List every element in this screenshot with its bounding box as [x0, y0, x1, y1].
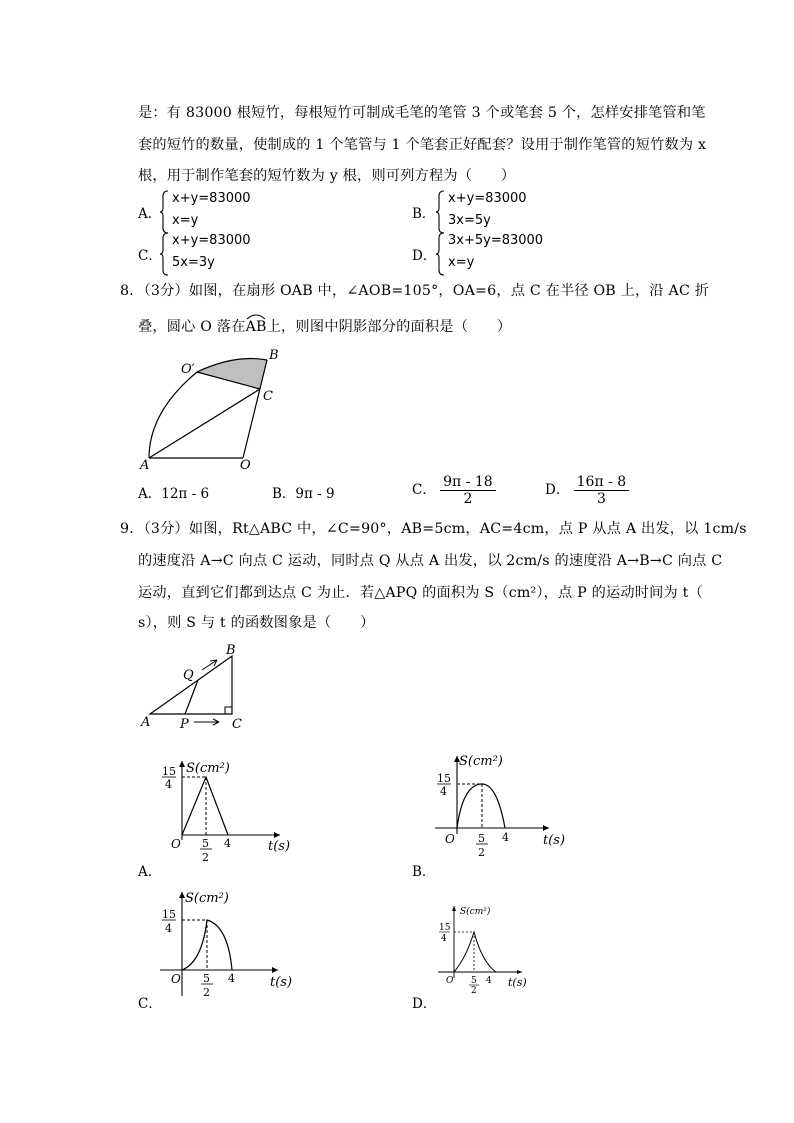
q8-option-d-num: 16π - 8	[574, 474, 630, 491]
q9-graph-b	[425, 748, 575, 858]
q7-option-b-eq1: x+y=83000	[448, 191, 527, 206]
q8-option-c	[412, 474, 496, 507]
q8-option-c-den: 2	[463, 491, 473, 507]
q9-graph-a-curve	[182, 777, 228, 835]
q9-label-q: Q	[183, 668, 194, 683]
q8-option-d-den: 3	[596, 491, 606, 507]
q7-option-a-eq1: x+y=83000	[172, 191, 251, 206]
q9-graph-b-curve	[457, 784, 505, 828]
q8-line2	[138, 316, 511, 336]
q9-triangle	[150, 656, 232, 714]
q7-option-a-label: A．	[138, 206, 162, 222]
q8-arc-ab	[246, 319, 267, 335]
svg-text:4: 4	[502, 831, 509, 844]
q8-arc-label: AB	[245, 319, 267, 335]
q8-option-a	[138, 482, 209, 502]
q8-option-d-label: D．	[545, 482, 570, 498]
q7-option-c-eq2: 5x=3y	[172, 255, 215, 270]
q9-right-angle-mark	[225, 707, 232, 714]
svg-text:15: 15	[439, 923, 451, 933]
q8-label-o: O	[240, 458, 251, 473]
q7-option-c-label: C．	[138, 248, 162, 264]
q8-shaded-region	[197, 359, 267, 390]
q8-option-b-label: B．	[272, 486, 296, 502]
q9-line3: 运动，直到它们都到达点 C 为止．若△APQ 的面积为 S（cm²），点 P 的运动时间为 t（	[138, 585, 703, 601]
q9-graph-d-label: D．	[412, 996, 437, 1012]
q8-line1: 8．（3分）如图，在扇形 OAB 中，∠AOB=105°，OA=6，点 C 在半径 OB 上，沿 AC 折	[120, 283, 710, 299]
q9-graph-a	[150, 755, 300, 864]
q9-label-p: P	[180, 717, 189, 732]
q9-label-a: A	[141, 715, 151, 730]
q8-label-c: C	[263, 389, 273, 404]
q8-option-c-fraction	[440, 474, 496, 507]
q7-option-a-eq2: x=y	[172, 213, 199, 228]
q7-line1: 是：有 83000 根短竹，每根短竹可制成毛笔的笔管 3 个或笔套 5 个，怎样安排笔管和笔	[138, 105, 706, 121]
svg-text:4: 4	[486, 976, 492, 986]
q9-label-b: B	[226, 643, 236, 658]
q8-option-c-num: 9π - 18	[440, 474, 496, 491]
q9-line4: s），则 S 与 t 的函数图象是（ ）	[138, 615, 375, 631]
q8-option-a-text: 12π - 6	[161, 486, 210, 502]
q8-line2-pre: 叠，圆心 O 落在	[138, 319, 246, 335]
q7-option-c-eq1: x+y=83000	[172, 233, 251, 248]
q8-label-b: B	[269, 348, 279, 363]
svg-text:2: 2	[202, 851, 209, 864]
svg-text:O: O	[445, 832, 455, 846]
svg-text:5: 5	[478, 832, 485, 845]
q8-option-a-label: A．	[138, 486, 162, 502]
svg-text:O: O	[171, 972, 181, 986]
svg-text:5: 5	[202, 837, 209, 850]
q9-line2: 的速度沿 A→C 向点 C 运动，同时点 Q 从点 A 出发，以 2cm/s 的速度沿 A→B→C 向点 C	[138, 553, 723, 569]
q9-graph-c	[150, 886, 300, 998]
q9-graph-a-label: A．	[138, 864, 162, 880]
q8-label-oprime: O′	[181, 362, 195, 377]
q9-line1: 9．（3分）如图，Rt△ABC 中，∠C=90°，AB=5cm，AC=4cm，点 P 从点 A 出发，以 1cm/s	[120, 521, 747, 537]
q9-triangle-figure	[140, 642, 255, 734]
q7-line3: 根，用于制作笔套的短竹数为 y 根，则可列方程为（ ）	[138, 168, 516, 184]
svg-text:5: 5	[471, 976, 477, 986]
q8-label-a: A	[140, 458, 150, 473]
q8-line-ac	[149, 389, 260, 458]
svg-text:S(cm²): S(cm²)	[459, 754, 503, 769]
q7-option-b-label: B．	[412, 206, 436, 222]
svg-text:2: 2	[203, 986, 210, 999]
q7-option-d-brace	[436, 232, 446, 276]
svg-text:2: 2	[471, 986, 477, 996]
svg-text:t(s): t(s)	[270, 975, 293, 990]
q7-option-b-eq2: 3x=5y	[448, 213, 491, 228]
svg-text:t(s): t(s)	[508, 976, 527, 989]
svg-text:2: 2	[478, 846, 485, 859]
q8-option-c-label: C．	[412, 482, 436, 498]
svg-text:S(cm²): S(cm²)	[185, 891, 229, 906]
svg-text:t(s): t(s)	[543, 833, 566, 848]
q8-line2-post: 上，则图中阴影部分的面积是（ ）	[266, 319, 512, 335]
q9-graph-d	[430, 900, 530, 996]
svg-text:O: O	[446, 976, 454, 986]
svg-text:15: 15	[162, 765, 176, 778]
q9-graph-b-label: B．	[412, 864, 436, 880]
svg-text:4: 4	[165, 922, 172, 935]
svg-text:4: 4	[441, 934, 447, 944]
q7-option-c-brace	[160, 232, 170, 276]
svg-text:S(cm²): S(cm²)	[186, 761, 230, 776]
svg-text:t(s): t(s)	[268, 839, 291, 854]
svg-text:15: 15	[437, 772, 451, 785]
q7-line2: 套的短竹的数量，使制成的 1 个笔管与 1 个笔套正好配套？设用于制作笔管的短竹数为 x	[138, 137, 707, 153]
svg-text:4: 4	[165, 778, 172, 791]
q8-sector-figure	[135, 342, 295, 472]
svg-text:4: 4	[440, 785, 447, 798]
svg-text:15: 15	[162, 908, 176, 921]
svg-text:5: 5	[203, 972, 210, 985]
q9-label-c: C	[232, 717, 242, 732]
svg-text:4: 4	[224, 837, 231, 850]
q7-option-d-label: D．	[412, 248, 437, 264]
q7-option-d-eq2: x=y	[448, 255, 475, 270]
q9-graph-c-label: C．	[138, 996, 162, 1012]
svg-text:S(cm²): S(cm²)	[460, 907, 491, 917]
q8-option-d	[545, 474, 629, 507]
svg-text:O: O	[171, 837, 181, 851]
svg-text:4: 4	[228, 972, 235, 985]
q8-option-b	[272, 482, 335, 502]
q7-option-b-brace	[436, 190, 446, 234]
q7-option-d-eq1: 3x+5y=83000	[448, 233, 544, 248]
q9-graph-d-curve	[454, 932, 496, 972]
q8-option-b-text: 9π - 9	[295, 486, 335, 502]
q7-option-a-brace	[160, 190, 170, 234]
q8-option-d-fraction	[574, 474, 630, 507]
